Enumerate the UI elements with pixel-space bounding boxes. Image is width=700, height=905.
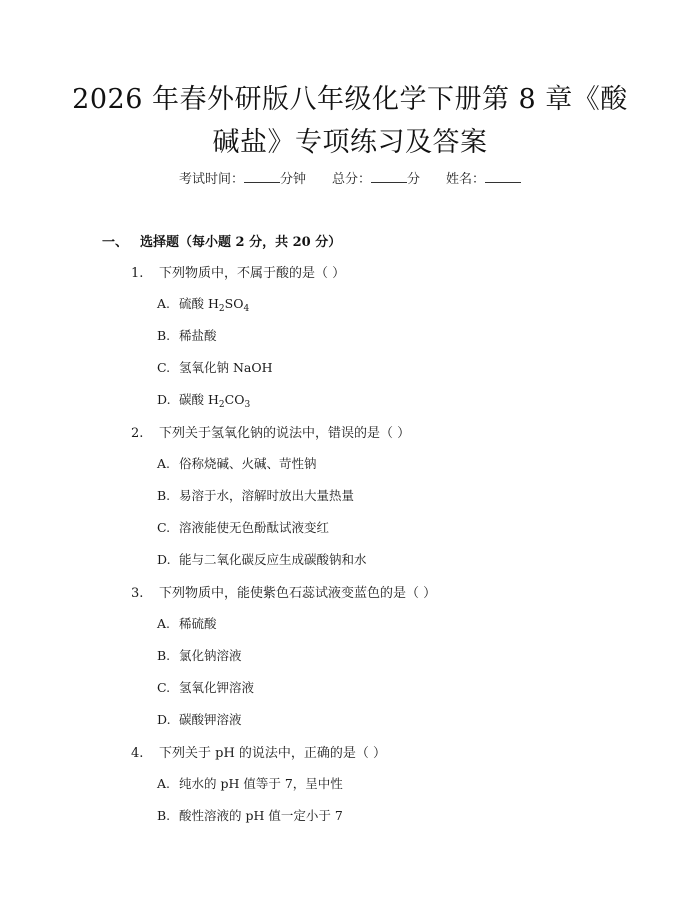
- question-text: 下列关于氢氧化钠的说法中，错误的是（ ）: [159, 426, 411, 441]
- option-text: 稀硫酸: [179, 616, 217, 631]
- option-letter: A.: [157, 776, 171, 791]
- question-number: 4.: [131, 746, 144, 761]
- question-text: 下列关于 pH 的说法中，正确的是（ ）: [159, 746, 387, 761]
- option-letter: A.: [157, 456, 171, 471]
- option-text: 氯化钠溶液: [179, 648, 242, 663]
- formula-subscript: 2: [218, 400, 225, 410]
- option-text: 稀盐酸: [179, 328, 217, 343]
- option-3c[interactable]: [157, 678, 254, 696]
- option-2c[interactable]: [157, 518, 329, 536]
- question-1: [131, 262, 345, 281]
- option-1b[interactable]: [157, 326, 217, 344]
- option-letter: B.: [157, 648, 171, 663]
- formula-subscript: 3: [244, 400, 251, 410]
- question-2: [131, 422, 410, 441]
- option-letter: A.: [157, 296, 171, 311]
- formula-subscript: 4: [243, 304, 250, 314]
- option-2b[interactable]: [157, 486, 354, 504]
- option-text: 易溶于水，溶解时放出大量热量: [179, 488, 355, 503]
- option-2d[interactable]: [157, 550, 367, 568]
- option-text: 酸性溶液的 pH 值一定小于 7: [179, 808, 343, 823]
- title-line-2: 碱盐》专项练习及答案: [212, 127, 488, 158]
- option-text: 俗称烧碱、火碱、苛性钠: [179, 456, 317, 471]
- title-line-1: 2026 年春外研版八年级化学下册第 8 章《酸: [72, 84, 628, 115]
- score-blank[interactable]: [371, 170, 407, 183]
- option-text: 硫酸: [179, 296, 208, 311]
- name-blank[interactable]: [485, 170, 521, 183]
- option-text: 碳酸: [179, 392, 208, 407]
- option-3a[interactable]: [157, 614, 217, 632]
- option-text: 碳酸钾溶液: [179, 712, 242, 727]
- option-3b[interactable]: [157, 646, 242, 664]
- formula-part: CO: [224, 392, 245, 407]
- option-letter: C.: [157, 680, 171, 695]
- score-unit: 分: [407, 172, 421, 187]
- question-number: 3.: [131, 586, 144, 601]
- option-4a[interactable]: [157, 774, 343, 792]
- option-letter: B.: [157, 488, 171, 503]
- option-1d[interactable]: [157, 390, 250, 408]
- option-2a[interactable]: [157, 454, 317, 472]
- formula-part: H: [207, 296, 219, 311]
- time-label: 考试时间：: [178, 172, 244, 187]
- name-label: 姓名：: [446, 172, 486, 187]
- option-letter: D.: [157, 712, 171, 727]
- option-letter: D.: [157, 392, 171, 407]
- option-text: 氢氧化钾溶液: [179, 680, 255, 695]
- question-3: [131, 582, 436, 601]
- option-text: 能与二氧化碳反应生成碳酸钠和水: [179, 552, 367, 567]
- formula-subscript: 2: [218, 304, 225, 314]
- option-text: 纯水的 pH 值等于 7，呈中性: [179, 776, 343, 791]
- option-letter: B.: [157, 808, 171, 823]
- formula-part: SO: [224, 296, 244, 311]
- time-blank[interactable]: [244, 170, 280, 183]
- option-letter: B.: [157, 328, 171, 343]
- question-text: 下列物质中，能使紫色石蕊试液变蓝色的是（ ）: [159, 586, 437, 601]
- score-label: 总分：: [331, 172, 371, 187]
- option-letter: D.: [157, 552, 171, 567]
- exam-meta: [0, 168, 700, 187]
- question-number: 2.: [131, 426, 144, 441]
- option-letter: C.: [157, 360, 171, 375]
- option-letter: A.: [157, 616, 171, 631]
- formula-part: H: [207, 392, 219, 407]
- question-number: 1.: [131, 266, 144, 281]
- question-4: [131, 742, 386, 761]
- document-title: [60, 78, 640, 164]
- question-text: 下列物质中，不属于酸的是（ ）: [159, 266, 346, 281]
- option-1a[interactable]: [157, 294, 249, 312]
- option-letter: C.: [157, 520, 171, 535]
- option-3d[interactable]: [157, 710, 242, 728]
- option-1c[interactable]: [157, 358, 273, 376]
- section-title: 选择题（每小题 2 分，共 20 分）: [140, 235, 342, 250]
- option-text: 氢氧化钠 NaOH: [179, 360, 273, 375]
- time-unit: 分钟: [279, 172, 306, 187]
- section-heading: [102, 231, 341, 250]
- option-text: 溶液能使无色酚酞试液变红: [179, 520, 330, 535]
- option-4b[interactable]: [157, 806, 343, 824]
- section-number: 一、: [102, 235, 129, 250]
